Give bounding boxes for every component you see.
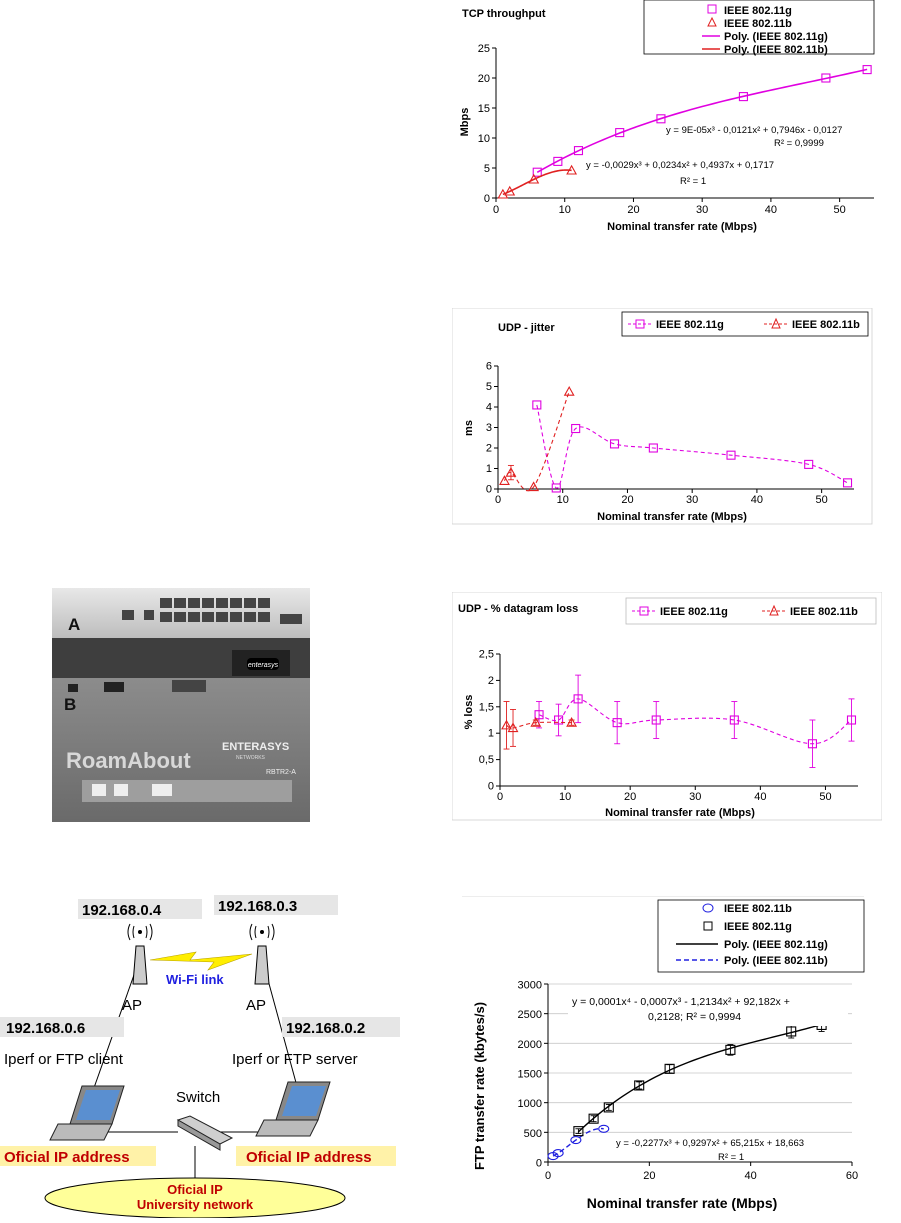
- legend-label: IEEE 802.11g: [724, 5, 792, 17]
- brand-sub: NETWORKS: [236, 755, 265, 761]
- ip-right-ap: 192.168.0.3: [218, 898, 298, 915]
- y-tick-label: 20: [477, 72, 490, 85]
- x-tick-label: 20: [627, 204, 640, 216]
- r2-b: R² = 1: [718, 1152, 745, 1163]
- legend-label: IEEE 802.11g: [724, 921, 792, 933]
- x-tick-label: 50: [815, 494, 828, 506]
- x-tick-label: 30: [689, 791, 702, 803]
- brand-top: enterasys: [247, 662, 279, 669]
- x-tick-label: 10: [556, 494, 569, 506]
- y-tick-label: 5: [483, 162, 490, 175]
- x-tick-label: 10: [558, 791, 572, 803]
- x-tick-label: 40: [764, 204, 778, 216]
- udp-loss-chart: [452, 592, 882, 822]
- x-tick-label: 20: [643, 1170, 656, 1182]
- legend-label: IEEE 802.11b: [790, 606, 858, 618]
- y-tick-label: 15: [477, 102, 490, 115]
- legend-label: IEEE 802.11b: [724, 903, 792, 915]
- equation-g: y = 0,0001x⁴ - 0,0007x³ - 1,2134x² + 92,182x +: [572, 996, 790, 1008]
- x-axis-label: Nominal transfer rate (Mbps): [597, 511, 747, 523]
- model-name: RBTR2-A: [266, 769, 296, 776]
- x-tick-label: 50: [819, 791, 832, 803]
- y-axis-label: FTP transfer rate (kbytes/s): [472, 1001, 487, 1171]
- ip-left-ap: 192.168.0.4: [82, 902, 162, 919]
- laptop-server-icon: [256, 1082, 330, 1136]
- chart-title: UDP - % datagram loss: [458, 603, 579, 615]
- equation-g: y = 9E-05x³ - 0,0121x² + 0,7946x - 0,0127: [666, 125, 843, 136]
- y-tick-label: 6: [485, 360, 492, 373]
- legend-label: IEEE 802.11b: [724, 18, 792, 30]
- r2-g: 0,2128; R² = 0,9994: [648, 1011, 742, 1023]
- x-tick-label: 40: [750, 494, 764, 506]
- y-tick-label: 500: [523, 1127, 542, 1140]
- y-tick-label: 1: [487, 727, 494, 740]
- switch-label: Switch: [176, 1089, 221, 1106]
- y-tick-label: 0: [483, 192, 490, 205]
- legend-label: IEEE 802.11b: [792, 319, 860, 331]
- y-tick-label: 0: [487, 780, 494, 793]
- data-point: [844, 479, 852, 487]
- ap-right-label: AP: [246, 997, 267, 1014]
- legend-label: Poly. (IEEE 802.11g): [724, 31, 828, 43]
- y-axis-label: ms: [463, 420, 475, 436]
- udp-jitter-chart: [452, 308, 882, 526]
- r2-g: R² = 0,9999: [774, 138, 824, 149]
- antenna-right-icon: [250, 924, 274, 984]
- y-axis-label: Mbps: [459, 107, 471, 137]
- legend-label: Poly. (IEEE 802.11g): [724, 939, 828, 951]
- univ-line2: University network: [136, 1197, 254, 1212]
- y-tick-label: 1000: [517, 1098, 542, 1111]
- x-tick-label: 50: [833, 204, 846, 216]
- y-tick-label: 10: [477, 132, 490, 145]
- oficial-ip-left: Oficial IP address: [4, 1149, 130, 1166]
- label-a: A: [68, 615, 81, 634]
- univ-line1: Oficial IP: [167, 1182, 223, 1197]
- y-tick-label: 2500: [517, 1009, 542, 1022]
- wifi-link-icon: [150, 952, 252, 970]
- legend-label: IEEE 802.11g: [660, 606, 728, 618]
- product-name: RoamAbout: [66, 748, 191, 773]
- antenna-left-icon: [128, 924, 152, 984]
- client-label: Iperf or FTP client: [4, 1051, 123, 1068]
- y-tick-label: 3000: [517, 979, 542, 992]
- r2-b: R² = 1: [680, 176, 707, 187]
- label-b: B: [64, 695, 77, 714]
- x-tick-label: 30: [686, 494, 699, 506]
- trendline-g: [578, 1025, 821, 1132]
- legend-label: IEEE 802.11g: [656, 319, 724, 331]
- x-tick-label: 60: [845, 1170, 859, 1182]
- access-point-photo: [52, 588, 310, 822]
- series-line-g: [539, 699, 851, 744]
- x-tick-label: 20: [621, 494, 634, 506]
- switch-icon: [178, 1116, 232, 1150]
- y-tick-label: 1: [485, 463, 492, 475]
- data-point: [565, 387, 574, 395]
- ap-left-label: AP: [122, 997, 143, 1014]
- trendline-g: [537, 69, 867, 172]
- x-tick-label: 0: [492, 204, 500, 216]
- legend-label: Poly. (IEEE 802.11b): [724, 44, 828, 56]
- equation-b: y = -0,0029x³ + 0,0234x² + 0,4937x + 0,1717: [586, 160, 775, 171]
- x-tick-label: 0: [496, 791, 504, 803]
- y-tick-label: 25: [477, 42, 490, 55]
- ip-server: 192.168.0.2: [286, 1020, 366, 1037]
- y-tick-label: 2,5: [478, 648, 494, 661]
- chart-title: UDP - jitter: [498, 322, 555, 334]
- wifi-link-label: Wi-Fi link: [166, 972, 224, 987]
- y-tick-label: 1,5: [478, 701, 494, 714]
- x-tick-label: 0: [544, 1170, 552, 1182]
- brand-main: ENTERASYS: [222, 741, 290, 753]
- y-tick-label: 0: [485, 483, 492, 496]
- x-axis-label: Nominal transfer rate (Mbps): [605, 807, 755, 819]
- data-point: [611, 440, 619, 448]
- server-label: Iperf or FTP server: [232, 1051, 358, 1068]
- x-tick-label: 20: [624, 791, 637, 803]
- y-tick-label: 0,5: [478, 754, 494, 767]
- oficial-ip-right: Oficial IP address: [246, 1149, 372, 1166]
- y-tick-label: 1500: [517, 1068, 542, 1081]
- y-tick-label: 5: [485, 381, 492, 393]
- y-tick-label: 0: [535, 1157, 542, 1170]
- ip-client: 192.168.0.6: [6, 1020, 86, 1037]
- x-axis-label: Nominal transfer rate (Mbps): [607, 221, 757, 233]
- x-tick-label: 40: [744, 1170, 757, 1182]
- tcp-throughput-chart: [452, 0, 882, 240]
- y-tick-label: 4: [485, 401, 492, 414]
- x-tick-label: 0: [494, 494, 502, 506]
- chart-title: TCP throughput: [462, 8, 546, 20]
- network-diagram: [0, 888, 400, 1218]
- trendline-b: [503, 170, 572, 194]
- ftp-chart: [462, 896, 872, 1216]
- legend-label: Poly. (IEEE 802.11b): [724, 955, 828, 967]
- x-axis-label: Nominal transfer rate (Mbps): [586, 1195, 778, 1211]
- y-tick-label: 2000: [517, 1038, 542, 1051]
- y-axis-label: % loss: [463, 694, 475, 730]
- y-tick-label: 3: [485, 422, 492, 434]
- series-line-g: [537, 405, 848, 488]
- x-tick-label: 40: [754, 791, 767, 803]
- x-tick-label: 30: [696, 204, 709, 216]
- x-tick-label: 10: [558, 204, 571, 216]
- y-tick-label: 2: [487, 674, 494, 687]
- y-tick-label: 2: [485, 442, 492, 455]
- equation-b: y = -0,2277x³ + 0,9297x² + 65,215x + 18,663: [616, 1138, 805, 1149]
